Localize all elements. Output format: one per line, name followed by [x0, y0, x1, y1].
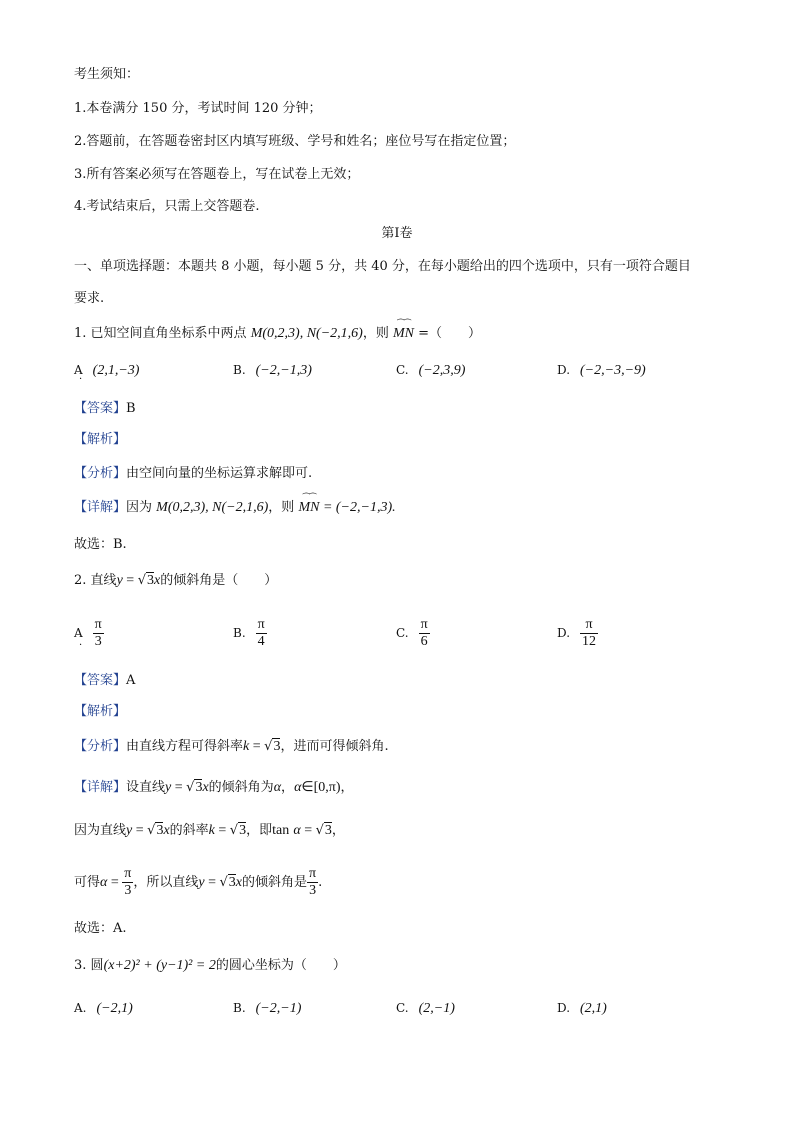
math-points: M(0,2,3), N(−2,1,6) — [250, 326, 363, 341]
q3-option-d: D. (2,1) — [557, 1001, 607, 1016]
notice-item-2: 2.答题前，在答题卷密封区内填写班级、学号和姓名；座位号写在指定位置； — [74, 134, 516, 149]
q1-fenxi: 【分析】由空间向量的坐标运算求解即可. — [74, 466, 313, 481]
question-3-stem: 3. 圆(x+2)² + (y−1)² = 2的圆心坐标为（ ） — [74, 958, 346, 973]
q3-option-c: C. (2,−1) — [396, 1001, 455, 1016]
dot-mark-icon: · — [79, 640, 83, 651]
question-text: 已知空间直角坐标系中两点 — [90, 326, 247, 341]
notice-item-4: 4.考试结束后，只需上交答题卷. — [74, 199, 260, 214]
q2-option-d: D. $\frac{\pi}{12}$ — [557, 617, 597, 649]
notice-heading: 考生须知： — [74, 67, 140, 82]
q1-analysis-tag: 【解析】 — [74, 432, 127, 447]
section-instruction-line1: 一、单项选择题：本题共 8 小题，每小题 5 分，共 40 分，在每小题给出的四个选项中，只有一项符合题目 — [74, 259, 691, 274]
notice-item-1: 1.本卷满分 150 分，考试时间 120 分钟； — [74, 101, 322, 116]
volume-title: 第Ⅰ卷 — [381, 226, 413, 241]
q2-option-b: B. $\frac{\pi}{4}$ — [233, 617, 265, 649]
q2-conclusion: 故选：A. — [74, 921, 127, 936]
q2-detail-line3: 可得α = $\frac{\pi}{3}$ ，所以直线y = √3x的倾斜角是 $\frac{\pi}{3}$ . — [74, 866, 323, 898]
sqrt-icon: √ — [137, 573, 146, 588]
vector-mn: ⏜⏜ MN — [393, 325, 414, 343]
q3-option-b: B. (−2,−1) — [233, 1001, 302, 1016]
q2-option-a: A $\frac{\pi}{3}$ — [74, 617, 102, 649]
vector-arrow-icon: ⏜⏜ — [302, 493, 316, 502]
q1-answer: 【答案】B — [74, 401, 136, 416]
q2-detail-line2: 因为直线y = √3x的斜率k = √3，即tan α = √3， — [74, 823, 345, 838]
q3-option-a: A. (−2,1) — [74, 1001, 133, 1016]
question-number: 1. — [74, 326, 87, 341]
q1-conclusion: 故选：B. — [74, 537, 127, 552]
q1-detail: 【详解】因为 M(0,2,3), N(−2,1,6)，则 ⏜⏜ MN = (−2,−1,3). — [74, 499, 396, 517]
q2-analysis-tag: 【解析】 — [74, 704, 127, 719]
notice-item-3: 3.所有答案必须写在答题卷上，写在试卷上无效； — [74, 167, 360, 182]
question-text: ，则 — [362, 326, 389, 341]
q1-option-a: A (2,1,−3) — [74, 363, 140, 378]
q1-option-b: B. (−2,−1,3) — [233, 363, 312, 378]
q1-option-d: D. (−2,−3,−9) — [557, 363, 646, 378]
q2-answer: 【答案】A — [74, 673, 136, 688]
question-1-stem — [74, 319, 481, 343]
dot-mark-icon: · — [79, 374, 83, 385]
vector-arrow-icon: ⏜⏜ — [396, 319, 411, 328]
q2-fenxi: 【分析】由直线方程可得斜率k = √3，进而可得倾斜角. — [74, 739, 389, 754]
question-text: =（ ） — [413, 326, 481, 341]
q1-option-c: C. (−2,3,9) — [396, 363, 466, 378]
q2-detail-line1: 【详解】设直线y = √3x的倾斜角为α，α∈[0,π)， — [74, 780, 354, 795]
question-2-stem: 2. 直线y = √3x的倾斜角是（ ） — [74, 573, 278, 588]
section-instruction-line2: 要求. — [74, 291, 105, 306]
q2-option-c: C. $\frac{\pi}{6}$ — [396, 617, 428, 649]
